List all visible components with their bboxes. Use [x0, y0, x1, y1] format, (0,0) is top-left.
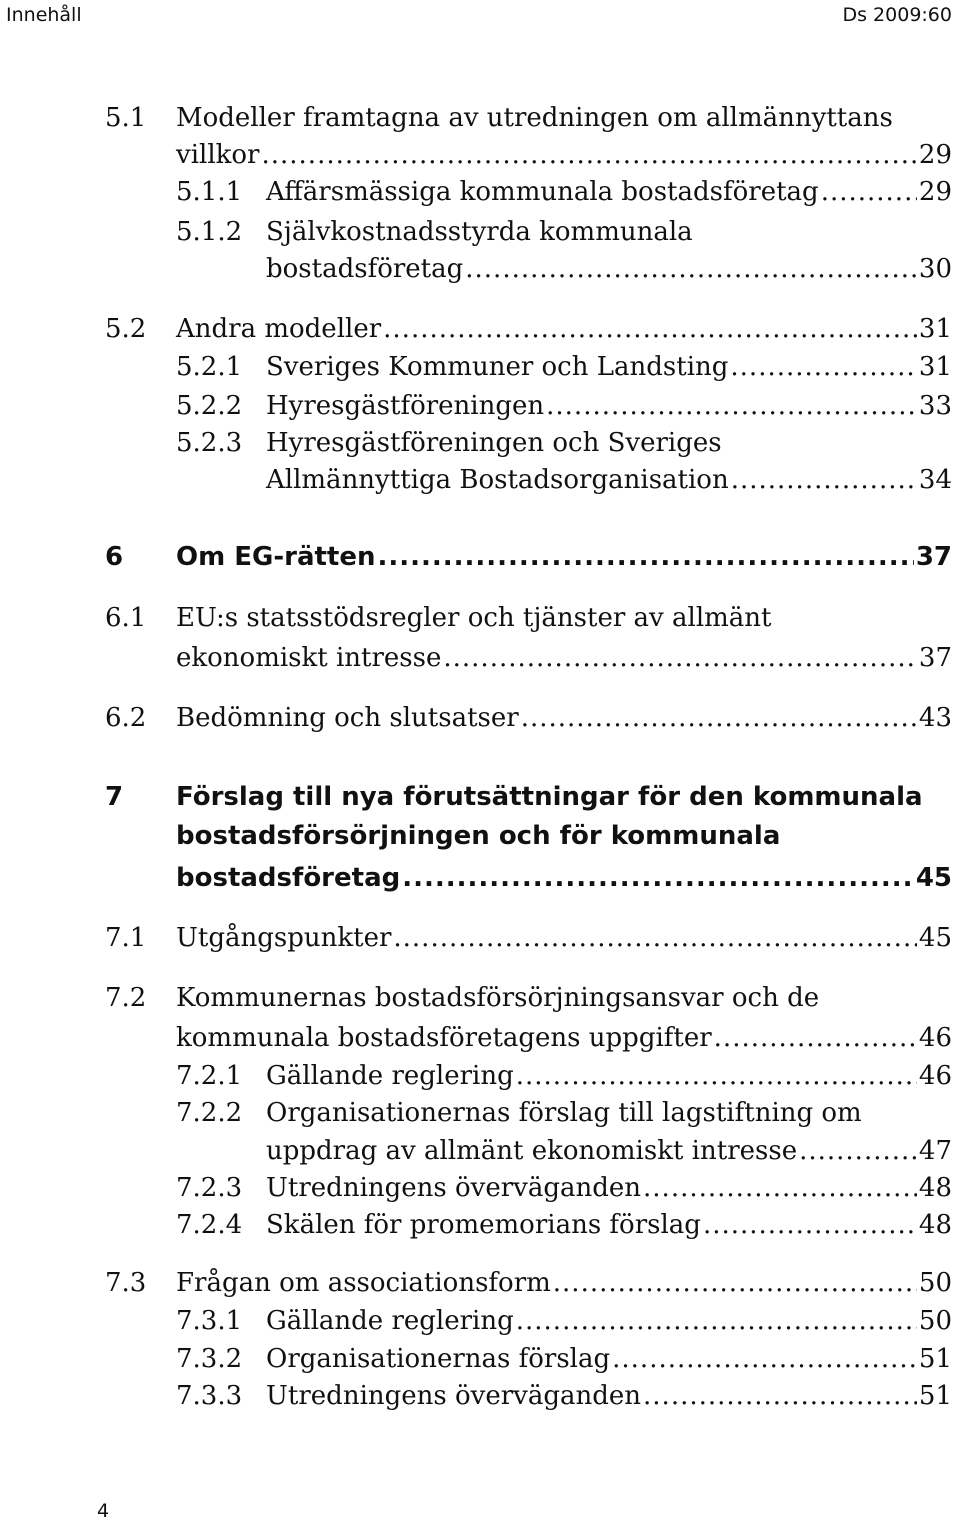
toc-entry-number: 5.1.2: [176, 217, 243, 247]
toc-entry: [0, 539, 960, 575]
toc-entry-number: 5.2: [105, 314, 147, 344]
toc-entry-title: Allmännyttiga Bostadsorganisation: [266, 465, 729, 495]
toc-entry-title: Modeller framtagna av utredningen om allmännyttans: [176, 103, 893, 133]
toc-leader-dots: [516, 1303, 917, 1339]
toc-leader-dots: [402, 860, 914, 896]
toc-entry-number: 6: [105, 542, 124, 572]
toc-entry-page-number: 34: [918, 465, 952, 495]
toc-entry-page-number: 45: [915, 863, 952, 893]
toc-entry-title: bostadsföretag: [176, 863, 401, 893]
toc-entry-page-number: 51: [918, 1381, 952, 1411]
toc-entry: [0, 818, 960, 854]
toc-entry-page-number: 45: [918, 923, 952, 953]
toc-entry-page-number: 51: [918, 1344, 952, 1374]
toc-entry-page-number: 29: [918, 140, 952, 170]
toc-entry-title: Gällande reglering: [266, 1061, 514, 1091]
toc-entry-number: 7.2.2: [176, 1098, 243, 1128]
toc-entry-title: Andra modeller: [176, 314, 382, 344]
toc-entry-title: Sveriges Kommuner och Landsting: [266, 352, 729, 382]
toc-entry: [0, 174, 960, 210]
toc-entry-number: 7.2.1: [176, 1061, 243, 1091]
toc-leader-dots: [799, 1133, 917, 1169]
toc-entry-title: Kommunernas bostadsförsörjningsansvar och de: [176, 983, 820, 1013]
toc-entry: [0, 700, 960, 736]
toc-entry: [0, 425, 960, 461]
toc-entry-title: Hyresgästföreningen och Sveriges: [266, 428, 722, 458]
toc-entry-number: 7.1: [105, 923, 147, 953]
toc-leader-dots: [465, 251, 917, 287]
toc-leader-dots: [521, 700, 917, 736]
toc-entry-title: Frågan om associationsform: [176, 1268, 551, 1298]
toc-entry-title: Utgångspunkter: [176, 923, 392, 953]
toc-entry-page-number: 48: [918, 1173, 952, 1203]
toc-entry: [0, 1170, 960, 1206]
toc-entry: [0, 349, 960, 385]
toc-entry: [0, 1058, 960, 1094]
toc-entry-page-number: 30: [918, 254, 952, 284]
toc-entry: [0, 462, 960, 498]
toc-entry-title: Skälen för promemorians förslag: [266, 1210, 701, 1240]
toc-entry: [0, 1020, 960, 1056]
toc-entry: [0, 980, 960, 1016]
toc-entry-title: Utredningens överväganden: [266, 1173, 642, 1203]
toc-leader-dots: [378, 539, 914, 575]
toc-leader-dots: [443, 640, 917, 676]
toc-leader-dots: [821, 174, 917, 210]
toc-entry-title: Bedömning och slutsatser: [176, 703, 519, 733]
toc-entry-page-number: 50: [918, 1268, 952, 1298]
toc-entry-number: 6.2: [105, 703, 147, 733]
toc-entry-page-number: 37: [918, 643, 952, 673]
toc-entry-title: villkor: [176, 140, 260, 170]
toc-entry: [0, 1265, 960, 1301]
toc-entry: [0, 1303, 960, 1339]
toc-leader-dots: [383, 311, 917, 347]
toc-leader-dots: [546, 388, 917, 424]
toc-entry: [0, 600, 960, 636]
toc-leader-dots: [714, 1020, 917, 1056]
toc-entry-title: uppdrag av allmänt ekonomiskt intresse: [266, 1136, 798, 1166]
toc-entry-title: kommunala bostadsföretagens uppgifter: [176, 1023, 712, 1053]
toc-entry-title: Gällande reglering: [266, 1306, 514, 1336]
toc-leader-dots: [393, 920, 917, 956]
toc-entry-number: 7.2: [105, 983, 147, 1013]
toc-leader-dots: [643, 1170, 917, 1206]
toc-entry-title: ekonomiskt intresse: [176, 643, 442, 673]
toc-entry-page-number: 33: [918, 391, 952, 421]
toc-entry-number: 5.1.1: [176, 177, 243, 207]
toc-entry-page-number: 37: [915, 542, 952, 572]
toc-entry-title: Hyresgästföreningen: [266, 391, 545, 421]
footer-page-number: 4: [97, 1500, 110, 1522]
toc-leader-dots: [261, 137, 916, 173]
toc-entry-title: Förslag till nya förutsättningar för den kommunala: [176, 782, 923, 812]
toc-entry-title: Organisationernas förslag: [266, 1344, 611, 1374]
toc-leader-dots: [516, 1058, 917, 1094]
toc-entry: [0, 100, 960, 136]
toc-entry: [0, 311, 960, 347]
toc-entry: [0, 1095, 960, 1131]
toc-entry: [0, 214, 960, 250]
toc-entry-page-number: 31: [918, 352, 952, 382]
header-section-title: Innehåll: [6, 4, 82, 26]
toc-entry-number: 7.2.3: [176, 1173, 243, 1203]
toc-entry-title: Självkostnadsstyrda kommunala: [266, 217, 693, 247]
toc-entry-number: 7.3: [105, 1268, 147, 1298]
toc-entry-number: 5.1: [105, 103, 147, 133]
toc-entry-page-number: 46: [918, 1023, 952, 1053]
toc-entry-number: 7.3.1: [176, 1306, 243, 1336]
toc-entry-number: 7.3.2: [176, 1344, 243, 1374]
toc-entry-title: Affärsmässiga kommunala bostadsföretag: [266, 177, 819, 207]
toc-entry-title: Organisationernas förslag till lagstiftning om: [266, 1098, 862, 1128]
header-document-id: Ds 2009:60: [842, 4, 952, 26]
toc-entry: [0, 1207, 960, 1243]
toc-entry-number: 7.2.4: [176, 1210, 243, 1240]
toc-entry: [0, 1133, 960, 1169]
toc-entry-number: 6.1: [105, 603, 147, 633]
toc-entry-page-number: 50: [918, 1306, 952, 1336]
toc-entry-page-number: 46: [918, 1061, 952, 1091]
toc-entry: [0, 137, 960, 173]
toc-leader-dots: [731, 462, 917, 498]
toc-leader-dots: [612, 1341, 917, 1377]
toc-leader-dots: [730, 349, 917, 385]
toc-entry-page-number: 48: [918, 1210, 952, 1240]
toc-entry-number: 5.2.1: [176, 352, 243, 382]
toc-leader-dots: [553, 1265, 917, 1301]
toc-entry: [0, 388, 960, 424]
toc-leader-dots: [643, 1378, 917, 1414]
toc-entry-page-number: 43: [918, 703, 952, 733]
toc-entry-title: Utredningens överväganden: [266, 1381, 642, 1411]
toc-entry-title: bostadsförsörjningen och för kommunala: [176, 821, 781, 851]
toc-entry: [0, 1378, 960, 1414]
toc-entry-number: 7.3.3: [176, 1381, 243, 1411]
toc-entry-number: 5.2.2: [176, 391, 243, 421]
toc-entry-title: Om EG-rätten: [176, 542, 376, 572]
toc-entry: [0, 640, 960, 676]
toc-entry-title: bostadsföretag: [266, 254, 464, 284]
toc-leader-dots: [703, 1207, 917, 1243]
toc-entry-number: 7: [105, 782, 124, 812]
toc-entry-number: 5.2.3: [176, 428, 243, 458]
toc-entry: [0, 920, 960, 956]
toc-entry: [0, 1341, 960, 1377]
toc-entry-page-number: 31: [918, 314, 952, 344]
toc-entry-page-number: 47: [918, 1136, 952, 1166]
toc-entry-title: EU:s statsstödsregler och tjänster av allmänt: [176, 603, 772, 633]
toc-entry: [0, 860, 960, 896]
toc-entry-page-number: 29: [918, 177, 952, 207]
toc-entry: [0, 251, 960, 287]
toc-entry: [0, 779, 960, 815]
